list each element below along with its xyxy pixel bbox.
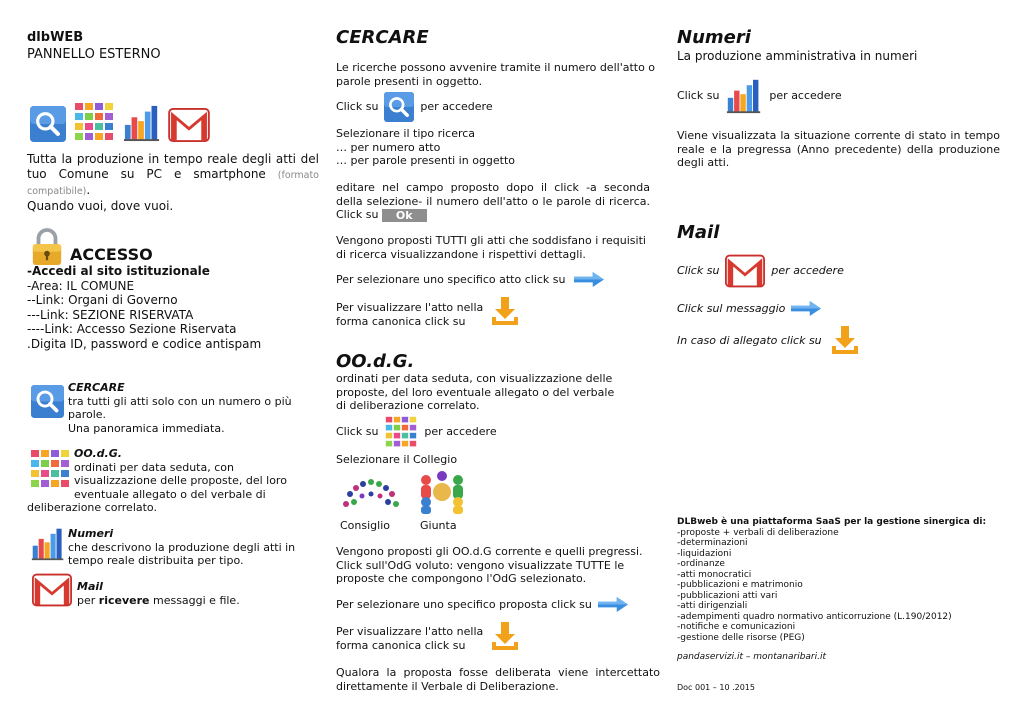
mail-heading: Mail bbox=[677, 222, 720, 243]
click-su-label: Click su bbox=[677, 89, 720, 103]
app-name: dlbWEB bbox=[27, 30, 84, 45]
download-icon[interactable] bbox=[830, 326, 860, 356]
click-message-text: Click sul messaggio bbox=[677, 301, 786, 315]
gmail-icon[interactable] bbox=[725, 254, 765, 288]
numeri-item-title: Numeri bbox=[68, 527, 114, 540]
cercare-item-text2: Una panoramica immediata. bbox=[68, 421, 225, 435]
per-accedere-label: per accedere bbox=[771, 264, 844, 278]
bar-chart-icon bbox=[30, 527, 66, 561]
mail-item-pre: per bbox=[77, 593, 99, 607]
right-arrow-icon[interactable] bbox=[574, 272, 604, 287]
cercare-item-title: CERCARE bbox=[68, 381, 125, 394]
oodg-item-text: ordinati per data seduta, con visualizzazione delle proposte, del loro eventuale allegato o del verbale di bbox=[74, 460, 287, 501]
access-step: -Accedi al sito istituzionale bbox=[27, 264, 210, 278]
search-type-option: … per numero atto bbox=[336, 140, 441, 154]
right-arrow-icon[interactable] bbox=[598, 597, 628, 612]
platform-item: -liquidazioni bbox=[677, 548, 732, 559]
cercare-item-text: tra tutti gli atti solo con un numero o più parole. bbox=[68, 394, 292, 421]
access-step: --Link: Organi di Governo bbox=[27, 293, 178, 307]
cercare-item bbox=[68, 381, 308, 435]
search-icon bbox=[30, 106, 66, 142]
platform-item: -notifiche e comunicazioni bbox=[677, 622, 796, 632]
platform-item: -adempimenti quadro normativo anticorruzione (L.190/2012) bbox=[677, 611, 952, 622]
colored-grid-icon bbox=[30, 449, 70, 489]
per-accedere-label: per accedere bbox=[420, 100, 493, 114]
oodg-item-text2: deliberazione correlato. bbox=[27, 501, 157, 514]
access-step: .Digita ID, password e codice antispam bbox=[27, 336, 262, 351]
edit-instructions bbox=[336, 181, 650, 222]
platform-info bbox=[677, 517, 1007, 643]
platform-item: -pubblicazioni atti vari bbox=[677, 590, 778, 601]
giunta-label: Giunta bbox=[420, 519, 457, 532]
attachment-text: In caso di allegato click su bbox=[677, 334, 822, 348]
mail-item-post: messaggi e file. bbox=[149, 593, 240, 607]
search-type-option: … per parole presenti in oggetto bbox=[336, 154, 516, 167]
mail-click-row bbox=[677, 254, 844, 288]
platform-title: DLBweb è una piattaforma SaaS per la gestione sinergica di: bbox=[677, 517, 987, 527]
download-icon[interactable] bbox=[490, 297, 520, 327]
bar-chart-icon bbox=[122, 104, 162, 142]
access-step: -Area: IL COMUNE bbox=[27, 278, 135, 293]
search-type-title: Selezionare il tipo ricerca bbox=[336, 127, 476, 140]
search-icon[interactable] bbox=[384, 92, 414, 122]
bar-chart-icon[interactable] bbox=[725, 78, 763, 114]
oodg-item-title: OO.d.G. bbox=[74, 447, 122, 460]
oodg-item bbox=[74, 447, 314, 501]
select-proposta-row bbox=[336, 597, 628, 612]
oodg-view-atto-text: Per visualizzare l'atto nella forma canonica click su bbox=[336, 625, 484, 652]
select-atto-text: Per selezionare uno specifico atto click su bbox=[336, 272, 566, 286]
mail-item bbox=[77, 580, 297, 607]
platform-item: -determinazioni bbox=[677, 538, 748, 548]
ok-button[interactable]: Ok bbox=[382, 209, 427, 222]
mail-item-title: Mail bbox=[77, 580, 103, 593]
platform-item: -atti dirigenziali bbox=[677, 601, 748, 611]
intro-compat: (formato compatibile) bbox=[27, 169, 319, 197]
platform-item: -pubblicazioni e matrimonio bbox=[677, 580, 803, 590]
click-su-label: Click su bbox=[677, 264, 720, 278]
consiglio-label: Consiglio bbox=[340, 519, 390, 532]
mail-item-bold: ricevere bbox=[98, 593, 150, 607]
intro-tagline: Quando vuoi, dove vuoi. bbox=[27, 199, 174, 213]
council-people-icon[interactable] bbox=[340, 472, 402, 512]
per-accedere-label: per accedere bbox=[424, 425, 497, 439]
mail-message-row bbox=[677, 301, 821, 316]
download-icon[interactable] bbox=[490, 622, 520, 652]
select-atto-row bbox=[336, 272, 604, 287]
select-proposta-text: Per selezionare uno specifico proposta click su bbox=[336, 597, 592, 611]
intro-text: Tutta la produzione in tempo reale degli atti del tuo Comune su PC e smartphone bbox=[27, 152, 319, 181]
panel-subtitle: PANNELLO ESTERNO bbox=[27, 47, 161, 62]
numeri-item-text: che descrivono la produzione degli atti in tempo reale distribuita per tipo. bbox=[68, 540, 296, 567]
select-collegio: Selezionare il Collegio bbox=[336, 453, 458, 466]
numeri-heading: Numeri bbox=[677, 27, 751, 48]
numeri-description: Viene visualizzata la situazione corrente di stato in tempo reale e la pregressa (Anno precedente) della produzione degli atti. bbox=[677, 129, 1000, 169]
padlock-icon bbox=[30, 228, 64, 266]
cercare-intro: Le ricerche possono avvenire tramite il numero dell'atto o parole presenti in oggetto. bbox=[336, 61, 656, 88]
platform-item: -proposte + verbali di deliberazione bbox=[677, 527, 839, 538]
oodg-intro: ordinati per data seduta, con visualizzazione delle proposte, del loro eventuale allegato o del verbale di deliberazione correlato. bbox=[336, 372, 615, 412]
right-arrow-icon[interactable] bbox=[791, 301, 821, 316]
numeri-subtitle: La produzione amministrativa in numeri bbox=[677, 49, 918, 63]
colored-grid-icon bbox=[72, 102, 116, 142]
search-type-list bbox=[336, 127, 515, 168]
access-steps bbox=[27, 264, 261, 351]
platform-item: -atti monocratici bbox=[677, 569, 752, 580]
platform-item: -gestione delle risorse (PEG) bbox=[677, 632, 805, 643]
doc-reference: Doc 001 – 10 .2015 bbox=[677, 683, 755, 692]
per-accedere-label: per accedere bbox=[769, 89, 842, 103]
oodg-heading: OO.d.G. bbox=[336, 351, 415, 372]
access-title: ACCESSO bbox=[70, 245, 153, 264]
access-step: ----Link: Accesso Sezione Riservata bbox=[27, 322, 237, 336]
click-su-label: Click su bbox=[336, 425, 379, 439]
intro-dot: . bbox=[86, 183, 91, 197]
giunta-people-icon[interactable] bbox=[416, 470, 468, 514]
search-icon bbox=[31, 385, 64, 418]
intro-paragraph bbox=[27, 152, 319, 200]
cercare-heading: CERCARE bbox=[336, 27, 429, 48]
numeri-click-row bbox=[677, 78, 842, 114]
gmail-icon bbox=[32, 573, 72, 607]
edit-text: editare nel campo proposto dopo il click -a seconda della selezione- il numero dell'atto o le parole di ricerca. Click su bbox=[336, 181, 650, 221]
platform-item: -ordinanze bbox=[677, 559, 725, 569]
oodg-click-row bbox=[336, 416, 497, 448]
sites-text: pandaservizi.it – montanaribari.it bbox=[677, 652, 827, 662]
click-su-label: Click su bbox=[336, 100, 379, 114]
oodg-results-text: Vengono proposti gli OO.d.G corrente e quelli pregressi. Click sull'OdG voluto: vengono visualizzate TUTTE le proposte che compongono l'OdG selezionato. bbox=[336, 545, 643, 585]
access-step: ---Link: SEZIONE RISERVATA bbox=[27, 307, 194, 322]
numeri-item bbox=[68, 527, 308, 568]
gmail-icon bbox=[168, 108, 210, 142]
cercare-click-row bbox=[336, 92, 493, 122]
results-text: Vengono proposti TUTTI gli atti che soddisfano i requisiti di ricerca visualizzandone i rispettivi dettagli. bbox=[336, 234, 646, 261]
view-atto-text: Per visualizzare l'atto nella forma canonica click su bbox=[336, 301, 484, 328]
mail-attachment-row bbox=[677, 326, 860, 356]
colored-grid-icon[interactable] bbox=[384, 416, 418, 448]
oodg-verbale-text: Qualora la proposta fosse deliberata viene intercettato direttamente il Verbale di Deliberazione. bbox=[336, 666, 660, 693]
app-icons-row bbox=[30, 102, 210, 142]
